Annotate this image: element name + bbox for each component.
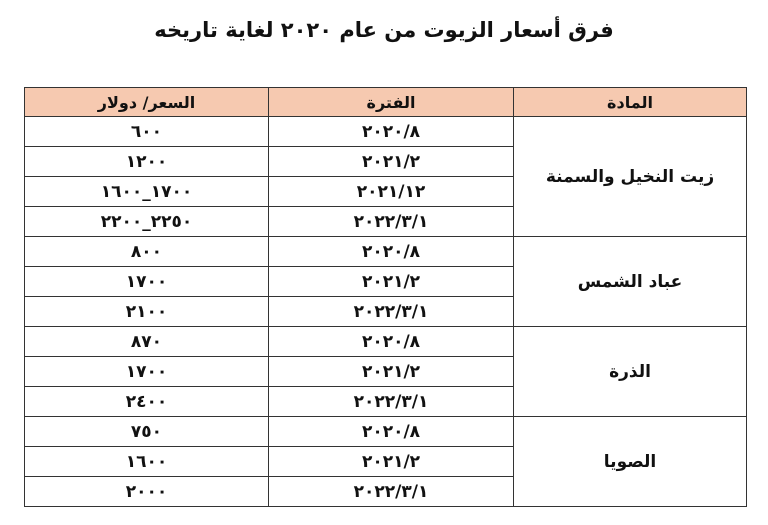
table-row <box>25 327 747 357</box>
period-cell: ٢٠٢١/٢ <box>269 147 514 177</box>
page-title: فرق أسعار الزيوت من عام ٢٠٢٠ لغاية تاريخه <box>154 18 614 42</box>
price-cell: ٦٠٠ <box>25 117 269 147</box>
table-header-row <box>25 88 747 117</box>
price-cell: ١٧٠٠ <box>25 267 269 297</box>
table-row <box>25 117 747 147</box>
period-cell: ٢٠٢٢/٣/١ <box>269 477 514 507</box>
material-cell: عباد الشمس <box>514 237 747 327</box>
header-material: المادة <box>514 88 747 117</box>
material-cell: زيت النخيل والسمنة <box>514 117 747 237</box>
price-cell: ١٧٠٠ <box>25 357 269 387</box>
price-cell: ٧٥٠ <box>25 417 269 447</box>
period-cell: ٢٠٢٠/٨ <box>269 237 514 267</box>
price-cell: ٢٠٠٠ <box>25 477 269 507</box>
period-cell: ٢٠٢٢/٣/١ <box>269 207 514 237</box>
header-period: الفترة <box>269 88 514 117</box>
price-cell: ٨٠٠ <box>25 237 269 267</box>
period-cell: ٢٠٢٠/٨ <box>269 327 514 357</box>
oil-prices-table <box>24 87 747 507</box>
price-cell: ٢٤٠٠ <box>25 387 269 417</box>
period-cell: ٢٠٢١/٢ <box>269 267 514 297</box>
price-cell: ١٢٠٠ <box>25 147 269 177</box>
price-cell: ١٦٠٠ <box>25 447 269 477</box>
period-cell: ٢٠٢٢/٣/١ <box>269 297 514 327</box>
period-cell: ٢٠٢١/٢ <box>269 447 514 477</box>
header-price: السعر/ دولار <box>25 88 269 117</box>
price-cell: ٨٧٠ <box>25 327 269 357</box>
period-cell: ٢٠٢٠/٨ <box>269 417 514 447</box>
period-cell: ٢٠٢٠/٨ <box>269 117 514 147</box>
material-cell: الذرة <box>514 327 747 417</box>
price-cell: ١٧٠٠_١٦٠٠ <box>25 177 269 207</box>
price-cell: ٢٢٥٠_٢٢٠٠ <box>25 207 269 237</box>
period-cell: ٢٠٢١/١٢ <box>269 177 514 207</box>
table-row <box>25 237 747 267</box>
period-cell: ٢٠٢١/٢ <box>269 357 514 387</box>
table-row <box>25 417 747 447</box>
period-cell: ٢٠٢٢/٣/١ <box>269 387 514 417</box>
material-cell: الصويا <box>514 417 747 507</box>
price-cell: ٢١٠٠ <box>25 297 269 327</box>
